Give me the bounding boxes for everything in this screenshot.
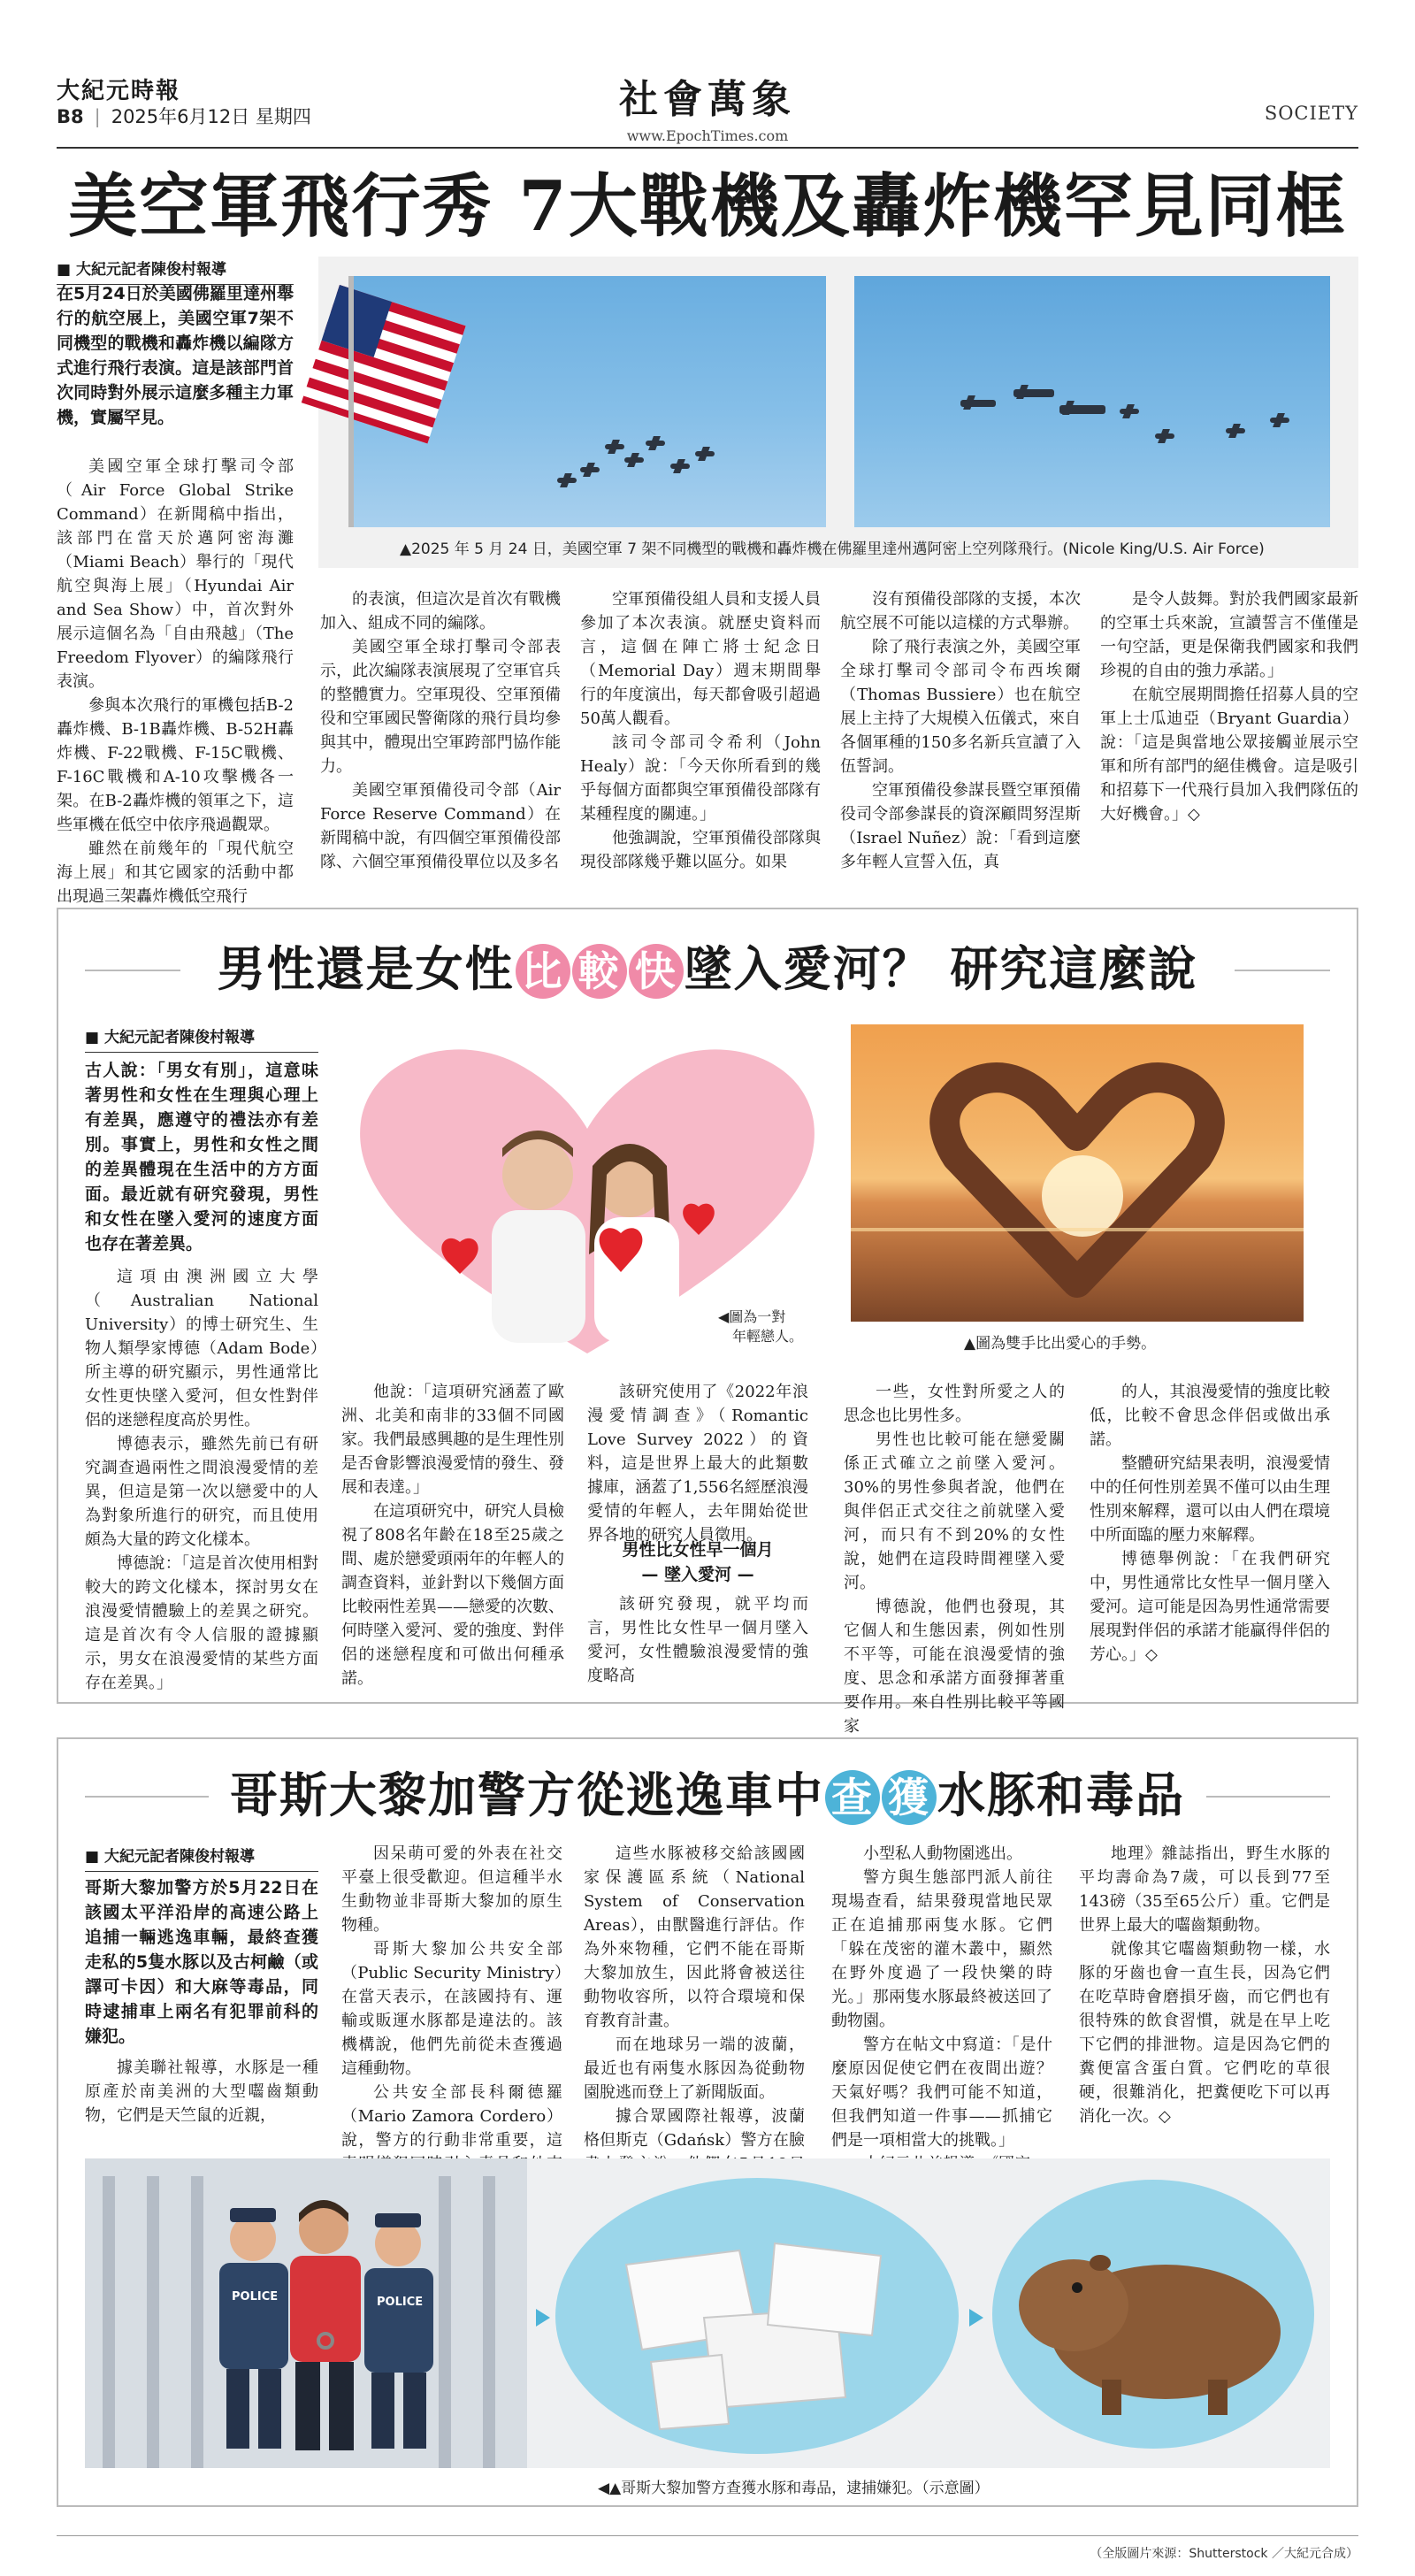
article1-lead: 在5月24日於美國佛羅里達州舉行的航空展上，美國空軍7架不同機型的戰機和轟炸機以編隊方式進行飛行表演。這是該部門首次同時對外展示這麼多種主力軍機，實屬罕見。	[57, 284, 294, 427]
couple-photo-caption: ◀圖為一對 年輕戀人。	[718, 1308, 804, 1345]
article3-rule-left	[85, 1796, 209, 1798]
article2-col3a: 該研究使用了《2022年浪漫愛情調查》（Romantic Love Survey 2022）的資料，這是世界上最大的此類數據庫，涵蓋了1,556名經歷浪漫愛情的年輕人，去年開始從世界各地的研究人員徵用。	[587, 1383, 808, 1545]
jet-icon	[695, 451, 715, 456]
footer-rule	[57, 2535, 1358, 2536]
masthead-rule	[57, 147, 1358, 149]
arrow-right-icon	[969, 2309, 983, 2327]
bomber-icon	[960, 400, 996, 407]
page-number: B8	[57, 106, 84, 127]
illustration-svg	[85, 2158, 1330, 2468]
article2-byline: ■ 大紀元記者陳俊村報導	[85, 1024, 318, 1053]
article3-byline: ■ 大紀元記者陳俊村報導	[85, 1844, 318, 1872]
article3-col4: 小型私人動物園逃出。 警方與生態部門派人前往現場查看，結果發現當地民眾正在追捕那兩隻水豚。它們「躲在茂密的灌木叢中，顯然在野外度過了一段快樂的時光。」那兩隻水豚最終被送回了動物園。 警方在帖文中寫道：「是什麼原因促使它們在夜間出遊？天氣好嗎？我們可能不知道，但我們知道一件事——抓捕它們是一項相當大的挑戰。」	[831, 1844, 1052, 2150]
heart-hands-caption: ▲圖為雙手比出愛心的手勢。	[964, 1335, 1157, 1353]
article3-col5: 地理》雜誌指出，野生水豚的平均壽命為7歲，可以長到77至143磅（35至65公斤）重。它們是世界上最大的囓齒類動物。 就像其它囓齒類動物一樣，水豚的牙齒也會一直生長，因為它們在吃草時會磨損牙齒，而它們也有很特殊的飲食習慣，就是在早上吃下它們的排泄物。這是因為它們的糞便富含蛋白質。它們吃的草很硬，很難消化，把糞便吃下可以再消化一次。◇	[1079, 1844, 1330, 2126]
article2-col1: 這項由澳洲國立大學（Australian National University）的博士研究生、生物人類學家博德（Adam Bode）所主導的研究顯示，男性通常比女性更快墜入愛河，但女性對伴侶的迷戀程度高於男性。 博德表示，雖然先前已有研究調查過兩性之間浪漫愛情的差異，但這是第一次以戀愛中的人為對象所進行的研究，而且使用頗為大量的跨文化樣本。 博德說：「這是首次使用相對較大的跨文化樣本，探討男女在浪漫愛情體驗上的差異之研究。這是首次有令人信服的證據顯示，男女在浪漫愛情的某些方面存在差異。」	[85, 1268, 318, 1692]
article1-headline: 美空軍飛行秀 7大戰機及轟炸機罕見同框	[68, 166, 1347, 247]
article3-lead: 哥斯大黎加警方於5月22日在該國太平洋沿岸的高速公路上追捕一輛逃逸車輛，最終查獲走私的5隻水豚以及古柯鹼（或譯可卡因）和大麻等毒品，同時逮捕車上兩名有犯罪前科的嫌犯。	[85, 1878, 318, 2046]
site-url[interactable]: www.EpochTimes.com	[626, 127, 789, 144]
police-label: POLICE	[377, 2296, 424, 2309]
headline-bubble: 快	[629, 944, 684, 999]
us-flag-icon	[348, 276, 826, 527]
police-label: POLICE	[232, 2290, 279, 2304]
article3-col3: 這些水豚被移交給該國國家保護區系統（National System of Conservation Areas），由獸醫進行評估。作為外來物種，它們不能在哥斯大黎加放生，因此將會被送往動物收容所，以符合環境和保育教育計畫。 而在地球另一端的波蘭，最近也有兩隻水豚因為從動物園脫逃而登上了新聞版面。 據合眾國際社報導，波蘭格但斯克（Gdańsk）警方在臉	[584, 1844, 805, 2150]
jet-icon	[1270, 418, 1289, 423]
capybara-illustration	[85, 2158, 1330, 2468]
article3-caption: ◀▲哥斯大黎加警方查獲水豚和毒品，逮捕嫌犯。（示意圖）	[598, 2480, 990, 2497]
article2-col2: 他說：「這項研究涵蓋了歐洲、北美和南非的33個不同國家。我們最感興趣的是生理性別是否會影響浪漫愛情的發生、發展和表達。」 在這項研究中，研究人員檢視了808名年齡在18至25歲之間、處於戀愛頭兩年的年輕人的調查資料，並針對以下幾個方面比較兩性差異——戀愛的次數、何時墜入愛河、愛的強度、對伴侶的迷戀程度和可做出何種承諾。	[341, 1383, 564, 1688]
article1-col3: 空軍預備役組人員和支援人員參加了本次表演。就歷史資料而言，這個在陣亡將士紀念日（Memorial Day）週末期間舉行的年度演出，每天都會吸引超過50萬人觀看。 該司令部司令希利（John Healy）說：「今天你所看到的幾乎每個方面都與空軍預備役部隊有某種程度的關連。」 他強調說，空軍預備役部隊與現役部隊幾乎難以區分。如果	[580, 590, 821, 871]
article2-col5: 的人，其浪漫愛情的強度比較低，比較不會思念伴侶或做出承諾。 整體研究結果表明，浪漫愛情中的任何性別差異不僅可以由生理性別來解釋，還可以由人們在環境中所面臨的壓力來解釋。 博德舉例說：「在我們研究中，男性通常比女性早一個月墜入愛河。這可能是因為男性通常需要展現對伴侶的承諾才能贏得伴侶的芳心。」◇	[1090, 1383, 1330, 1664]
article2-lead: 古人說：「男女有別」，這意味著男性和女性在生理與心理上有差異，應遵守的禮法亦有差別。事實上，男性和女性之間的差異體現在生活中的方方面面。最近就有研究發現，男性和女性在墜入愛河的速度方面也存在著差異。	[85, 1061, 318, 1254]
article3-col1: 據美聯社報導，水豚是一種原產於南美洲的大型囓齒類動物，它們是天竺鼠的近親，	[85, 2058, 318, 2125]
section-title: 社會萬象	[619, 77, 796, 122]
article2-headline: 男性還是女性 比 較 快 墜入愛河？ 研究這麼說	[217, 941, 1198, 997]
article2-rule-right	[1235, 970, 1330, 971]
bomber-icon	[1059, 405, 1105, 414]
issue-date: 2025年6月12日 星期四	[111, 106, 311, 127]
article3-col2: 因呆萌可愛的外表在社交平臺上很受歡迎。但這種半水生動物並非哥斯大黎加的原生物種。 哥斯大黎加公共安全部（Public Security Ministry）在當天表示，在該國持有、運輸或販運水豚都是違法的。該機構說，他們先前從未查獲過這種動物。 公共安全部長科爾德羅（Mario Zamora Cordero）說，警方的行動非常重要，這	[341, 1844, 562, 2150]
jet-icon	[670, 464, 690, 469]
article1-col1: 美國空軍全球打擊司令部（Air Force Global Strike Command）在新聞稿中指出，該部門在當天於邁阿密海灘（Miami Beach）舉行的「現代航空與海上展」（Hyundai Air and Sea Show）中，首次對外展示這個名為「自由飛越」（The Freedom Flyover）的編隊飛行表演。 參與本次飛行的軍機包括B-2轟炸機、B-1B轟炸機、B-52H轟炸機、F-22戰機、F-15C戰機、F-16C戰機和A-10攻擊機各一架。在B-2轟炸機的領軍之下，這些軍機在低空中依序飛過觀眾。 雖然在前幾年的「現代航空海上展」和其它國家的活動中都出現過三架轟炸機低空飛行	[57, 457, 294, 906]
section-english: SOCIETY	[1264, 103, 1358, 124]
headline-bubble: 查	[825, 1770, 880, 1825]
heart-hands-icon	[851, 1024, 1304, 1322]
article1-col2: 的表演，但這次是首次有戰機加入、組成不同的編隊。 美國空軍全球打擊司令部表示，此次編隊表演展現了空軍官兵的整體實力。空軍現役、空軍預備役和空軍國民警衛隊的飛行員均參與其中，體現出空軍跨部門協作能力。 美國空軍預備役司令部（Air Force Reserve Command）在新聞稿中說，有四個空軍預備役部隊、六個空軍預備役單位以及多名	[320, 590, 561, 871]
jet-icon	[1226, 428, 1245, 433]
heart-hands-photo	[851, 1024, 1304, 1322]
article2-rule-left	[85, 970, 180, 971]
jet-icon	[557, 478, 577, 483]
article1-col4: 沒有預備役部隊的支援，本次航空展不可能以這樣的方式舉辦。 除了飛行表演之外，美國空軍全球打擊司令部司令布西埃爾（Thomas Bussiere）也在航空展上主持了大規模入伍儀式，來自各個軍種的150多名新兵宣讀了入伍誓詞。 空軍預備役參謀長暨空軍預備役司令部參謀長的資深顧問努涅斯（Israel Nuñez）說：「看到這麼多年輕人宣誓入伍，真	[840, 590, 1081, 871]
jet-icon	[1155, 433, 1174, 439]
article1-byline: ■ 大紀元記者陳俊村報導	[57, 257, 294, 285]
article2-col3b: 該研究發現，就平均而言，男性比女性早一個月墜入愛河，女性體驗浪漫愛情的強度略高	[587, 1595, 808, 1685]
article1-col5: 是令人鼓舞。對於我們國家最新的空軍士兵來說，宣讀誓言不僅僅是一句空話，更是保衛我們國家和我們珍視的自由的強力承諾。」 在航空展期間擔任招募人員的空軍上士瓜迪亞（Bryant Guardia）說：「這是與當地公眾接觸並展示空軍和所有部門的絕佳機會。這是吸引和招募下一代飛行員加入我們隊伍的大好機會。」◇	[1100, 590, 1358, 824]
page-info: B8 | 2025年6月12日 星期四	[57, 106, 311, 127]
headline-bubble: 較	[572, 944, 627, 999]
jet-icon	[624, 457, 644, 463]
article3-headline: 哥斯大黎加警方從逃逸車中 查 獲 水豚和毒品	[230, 1767, 1185, 1823]
article3-rule-right	[1206, 1796, 1330, 1798]
flyover-photo-formation	[854, 276, 1330, 527]
headline-bubble: 比	[516, 944, 570, 999]
headline-bubble: 獲	[882, 1770, 937, 1825]
image-credit: （全版圖片來源：Shutterstock ／大紀元合成）	[1090, 2547, 1358, 2561]
jet-icon	[1120, 409, 1139, 414]
arrow-right-icon	[536, 2309, 550, 2327]
article2-subhead: 男性比女性早一個月 — 墜入愛河 —	[622, 1540, 774, 1584]
flyover-photo-flag	[348, 276, 826, 527]
jet-icon	[646, 441, 665, 446]
bomber-icon	[1013, 389, 1054, 397]
article2-col4: 一些，女性對所愛之人的思念也比男性多。 男性也比較可能在戀愛關係正式確立之前墜入愛河。30%的男性參與者說，他們在與伴侶正式交往之前就墜入愛河，而只有不到20%的女性說，她們在這段時間裡墜入愛河。 博德說，他們也發現，其它個人和生態因素，例如性別不平等，可能在浪漫愛情的強度、思念和承諾方面發揮著重要作用。來自性別比較平等國家	[844, 1383, 1065, 1736]
masthead	[57, 62, 1358, 147]
jet-icon	[605, 444, 624, 449]
article1-photo-caption: ▲2025 年 5 月 24 日，美國空軍 7 架不同機型的戰機和轟炸機在佛羅里達州邁阿密上空列隊飛行。(Nicole King/U.S. Air Force)	[400, 540, 1265, 558]
newspaper-logo: 大紀元時報	[57, 78, 181, 104]
jet-icon	[580, 467, 600, 472]
